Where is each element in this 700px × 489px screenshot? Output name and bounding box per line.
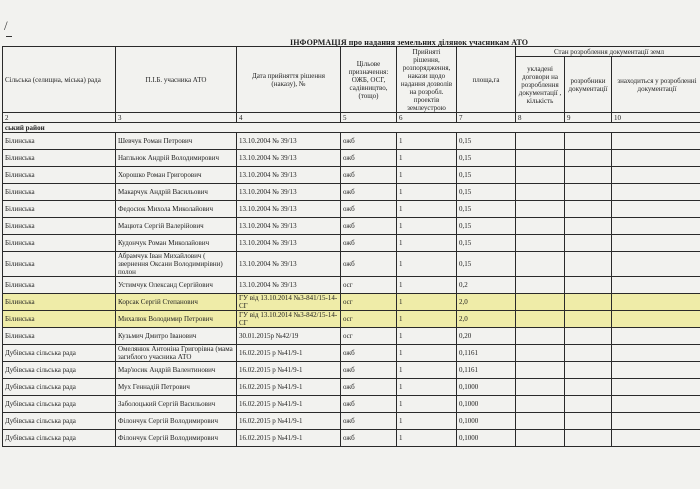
- purpose-cell: ожб: [341, 362, 397, 379]
- table-row: [3, 218, 700, 235]
- purpose-cell: осг: [341, 294, 397, 311]
- in-progress-cell: [612, 311, 700, 328]
- contracts-cell: [516, 362, 565, 379]
- participant-name-cell: Макарчук Андрій Васильович: [116, 184, 237, 201]
- decision-date-cell: 16.02.2015 р №41/9-1: [237, 430, 341, 447]
- section-row: [3, 123, 700, 133]
- participant-name-cell: Філончук Сергій Володимирович: [116, 430, 237, 447]
- decision-date-cell: 13.10.2004 № 39/13: [237, 235, 341, 252]
- participant-name-cell: Нагльнок Андрій Володимирович: [116, 150, 237, 167]
- area-cell: 0,1161: [457, 345, 516, 362]
- area-cell: 0,15: [457, 167, 516, 184]
- contracts-cell: [516, 430, 565, 447]
- column-number: 5: [341, 113, 397, 123]
- table-row: [3, 167, 700, 184]
- settlement-cell: Дубівська сільська рада: [3, 396, 116, 413]
- in-progress-cell: [612, 413, 700, 430]
- in-progress-cell: [612, 235, 700, 252]
- table-row: [3, 379, 700, 396]
- table-row: [3, 413, 700, 430]
- header-decisions: Прийняті рішення, розпорядження, накази щодо надання дозволів на розробл. проектів землеустрою: [397, 47, 457, 113]
- corner-mark: /: [4, 18, 8, 33]
- header-developers: розробники документації: [565, 57, 612, 113]
- developers-cell: [565, 252, 612, 277]
- settlement-cell: Білинська: [3, 133, 116, 150]
- developers-cell: [565, 133, 612, 150]
- table-row: [3, 201, 700, 218]
- in-progress-cell: [612, 362, 700, 379]
- in-progress-cell: [612, 294, 700, 311]
- area-cell: 0,15: [457, 133, 516, 150]
- settlement-cell: Білинська: [3, 311, 116, 328]
- settlement-cell: Білинська: [3, 201, 116, 218]
- developers-cell: [565, 218, 612, 235]
- contracts-cell: [516, 252, 565, 277]
- in-progress-cell: [612, 252, 700, 277]
- decision-count-cell: 1: [397, 345, 457, 362]
- table-row: [3, 345, 700, 362]
- decision-count-cell: 1: [397, 294, 457, 311]
- contracts-cell: [516, 235, 565, 252]
- header-in-progress: знаходиться у розробленні документації: [612, 57, 700, 113]
- settlement-cell: Дубівська сільська рада: [3, 413, 116, 430]
- contracts-cell: [516, 345, 565, 362]
- settlement-cell: Дубівська сільська рада: [3, 345, 116, 362]
- settlement-cell: Білинська: [3, 294, 116, 311]
- settlement-cell: Білинська: [3, 277, 116, 294]
- table-row: [3, 430, 700, 447]
- purpose-cell: ожб: [341, 133, 397, 150]
- header-name: П.І.Б. учасника АТО: [116, 47, 237, 113]
- purpose-cell: ожб: [341, 430, 397, 447]
- decision-count-cell: 1: [397, 167, 457, 184]
- settlement-cell: Білинська: [3, 328, 116, 345]
- participant-name-cell: Заболоцький Сергій Васильович: [116, 396, 237, 413]
- developers-cell: [565, 277, 612, 294]
- purpose-cell: ожб: [341, 252, 397, 277]
- participant-name-cell: Хорошко Роман Григорович: [116, 167, 237, 184]
- contracts-cell: [516, 328, 565, 345]
- purpose-cell: ожб: [341, 201, 397, 218]
- purpose-cell: ожб: [341, 379, 397, 396]
- area-cell: 0,15: [457, 218, 516, 235]
- decision-count-cell: 1: [397, 396, 457, 413]
- area-cell: 0,1000: [457, 396, 516, 413]
- participant-name-cell: Абрамчук Іван Михайлович ( звернення Оксани Володимирівни) полон: [116, 252, 237, 277]
- in-progress-cell: [612, 218, 700, 235]
- area-cell: 0,1161: [457, 362, 516, 379]
- area-cell: 0,20: [457, 328, 516, 345]
- decision-date-cell: 13.10.2004 № 39/13: [237, 150, 341, 167]
- participant-name-cell: Мацюта Сергій Валерійович: [116, 218, 237, 235]
- contracts-cell: [516, 201, 565, 218]
- decision-count-cell: 1: [397, 201, 457, 218]
- settlement-cell: Дубівська сільська рада: [3, 379, 116, 396]
- area-cell: 0,15: [457, 184, 516, 201]
- decision-count-cell: 1: [397, 184, 457, 201]
- column-number: 4: [237, 113, 341, 123]
- section-label: ський район: [3, 123, 700, 133]
- contracts-cell: [516, 150, 565, 167]
- purpose-cell: ожб: [341, 150, 397, 167]
- decision-date-cell: 16.02.2015 р №41/9-1: [237, 362, 341, 379]
- decision-date-cell: 13.10.2004 № 39/13: [237, 167, 341, 184]
- contracts-cell: [516, 218, 565, 235]
- contracts-cell: [516, 413, 565, 430]
- header-contracts: укладені договори на розроблення документації , кількість: [516, 57, 565, 113]
- developers-cell: [565, 201, 612, 218]
- column-numbers-row: [3, 113, 700, 123]
- in-progress-cell: [612, 184, 700, 201]
- in-progress-cell: [612, 167, 700, 184]
- in-progress-cell: [612, 430, 700, 447]
- participant-name-cell: Шевчук Роман Петрович: [116, 133, 237, 150]
- participant-name-cell: Омелянюк Антоніна Григорівна (мама загиблого учасника АТО: [116, 345, 237, 362]
- area-cell: 2,0: [457, 294, 516, 311]
- table-row: [3, 294, 700, 311]
- table-row: [3, 235, 700, 252]
- decision-date-cell: 13.10.2004 № 39/13: [237, 252, 341, 277]
- decision-count-cell: 1: [397, 218, 457, 235]
- column-number: 9: [565, 113, 612, 123]
- developers-cell: [565, 430, 612, 447]
- in-progress-cell: [612, 345, 700, 362]
- participant-name-cell: Мар'юсик Андрій Валентинович: [116, 362, 237, 379]
- contracts-cell: [516, 396, 565, 413]
- decision-date-cell: 16.02.2015 р №41/9-1: [237, 379, 341, 396]
- in-progress-cell: [612, 150, 700, 167]
- developers-cell: [565, 184, 612, 201]
- developers-cell: [565, 362, 612, 379]
- column-number: 8: [516, 113, 565, 123]
- area-cell: 0,1000: [457, 413, 516, 430]
- decision-count-cell: 1: [397, 413, 457, 430]
- in-progress-cell: [612, 328, 700, 345]
- header-purpose: Цільове призначення: ОЖБ, ОСГ, садівництво, (тощо): [341, 47, 397, 113]
- developers-cell: [565, 235, 612, 252]
- participant-name-cell: Кудончук Роман Миколайович: [116, 235, 237, 252]
- purpose-cell: осг: [341, 311, 397, 328]
- developers-cell: [565, 379, 612, 396]
- developers-cell: [565, 294, 612, 311]
- purpose-cell: ожб: [341, 167, 397, 184]
- participant-name-cell: Кузьмич Дмитро Іванович: [116, 328, 237, 345]
- settlement-cell: Білинська: [3, 150, 116, 167]
- table-row: [3, 252, 700, 277]
- in-progress-cell: [612, 133, 700, 150]
- table-row: [3, 311, 700, 328]
- participant-name-cell: Філончук Сергій Володимирович: [116, 413, 237, 430]
- developers-cell: [565, 345, 612, 362]
- decision-count-cell: 1: [397, 133, 457, 150]
- area-cell: 0,1000: [457, 430, 516, 447]
- developers-cell: [565, 311, 612, 328]
- area-cell: 0,15: [457, 201, 516, 218]
- decision-count-cell: 1: [397, 328, 457, 345]
- decision-count-cell: 1: [397, 311, 457, 328]
- table-row: [3, 133, 700, 150]
- land-allocation-table: [2, 46, 700, 447]
- in-progress-cell: [612, 277, 700, 294]
- header-area: площа,га: [457, 47, 516, 113]
- header-decision-date: Дата прийняття рішення (наказу), №: [237, 47, 341, 113]
- table-row: [3, 277, 700, 294]
- contracts-cell: [516, 294, 565, 311]
- contracts-cell: [516, 167, 565, 184]
- participant-name-cell: Мух Геннадій Петрович: [116, 379, 237, 396]
- settlement-cell: Білинська: [3, 184, 116, 201]
- decision-date-cell: 13.10.2004 № 39/13: [237, 277, 341, 294]
- decision-date-cell: 30.01.2015р №42/19: [237, 328, 341, 345]
- column-number: 2: [3, 113, 116, 123]
- contracts-cell: [516, 277, 565, 294]
- header-status-group: Стан розроблення документації земл: [516, 47, 700, 57]
- contracts-cell: [516, 311, 565, 328]
- purpose-cell: ожб: [341, 345, 397, 362]
- developers-cell: [565, 167, 612, 184]
- area-cell: 0,15: [457, 235, 516, 252]
- in-progress-cell: [612, 379, 700, 396]
- settlement-cell: Дубівська сільська рада: [3, 430, 116, 447]
- purpose-cell: ожб: [341, 235, 397, 252]
- contracts-cell: [516, 379, 565, 396]
- settlement-cell: Білинська: [3, 235, 116, 252]
- decision-count-cell: 1: [397, 379, 457, 396]
- purpose-cell: ожб: [341, 184, 397, 201]
- decision-count-cell: 1: [397, 150, 457, 167]
- document-title: ІНФОРМАЦІЯ про надання земельних ділянок учасникам АТО: [290, 38, 529, 47]
- purpose-cell: осг: [341, 277, 397, 294]
- table-row: [3, 362, 700, 379]
- decision-count-cell: 1: [397, 430, 457, 447]
- decision-date-cell: ГУ від 13.10.2014 №3-841/15-14-СГ: [237, 294, 341, 311]
- decision-count-cell: 1: [397, 277, 457, 294]
- purpose-cell: ожб: [341, 413, 397, 430]
- in-progress-cell: [612, 201, 700, 218]
- settlement-cell: Дубівська сільська рада: [3, 362, 116, 379]
- developers-cell: [565, 150, 612, 167]
- purpose-cell: ожб: [341, 218, 397, 235]
- decision-date-cell: 13.10.2004 № 39/13: [237, 201, 341, 218]
- settlement-cell: Білинська: [3, 218, 116, 235]
- participant-name-cell: Корсак Сергій Степанович: [116, 294, 237, 311]
- table-row: [3, 150, 700, 167]
- column-number: 7: [457, 113, 516, 123]
- header-settlement: Сільська (селищна, міська) рада: [3, 47, 116, 113]
- area-cell: 0,2: [457, 277, 516, 294]
- area-cell: 0,15: [457, 150, 516, 167]
- column-number: 10: [612, 113, 700, 123]
- area-cell: 0,15: [457, 252, 516, 277]
- contracts-cell: [516, 133, 565, 150]
- decision-date-cell: 16.02.2015 р №41/9-1: [237, 396, 341, 413]
- decision-date-cell: ГУ від 13.10.2014 №3-842/15-14-СГ: [237, 311, 341, 328]
- decision-date-cell: 16.02.2015 р №41/9-1: [237, 413, 341, 430]
- table-row: [3, 184, 700, 201]
- table-row: [3, 396, 700, 413]
- purpose-cell: ожб: [341, 396, 397, 413]
- participant-name-cell: Михалюк Володимир Петрович: [116, 311, 237, 328]
- decision-count-cell: 1: [397, 235, 457, 252]
- decision-date-cell: 16.02.2015 р №41/9-1: [237, 345, 341, 362]
- decision-date-cell: 13.10.2004 № 39/13: [237, 218, 341, 235]
- table-row: [3, 328, 700, 345]
- area-cell: 2,0: [457, 311, 516, 328]
- column-number: 6: [397, 113, 457, 123]
- decision-date-cell: 13.10.2004 № 39/13: [237, 133, 341, 150]
- purpose-cell: осг: [341, 328, 397, 345]
- in-progress-cell: [612, 396, 700, 413]
- decision-count-cell: 1: [397, 252, 457, 277]
- settlement-cell: Білинська: [3, 167, 116, 184]
- column-number: 3: [116, 113, 237, 123]
- settlement-cell: Білинська: [3, 252, 116, 277]
- developers-cell: [565, 396, 612, 413]
- contracts-cell: [516, 184, 565, 201]
- area-cell: 0,1000: [457, 379, 516, 396]
- participant-name-cell: Федосюк Михола Миколайович: [116, 201, 237, 218]
- developers-cell: [565, 328, 612, 345]
- developers-cell: [565, 413, 612, 430]
- decision-date-cell: 13.10.2004 № 39/13: [237, 184, 341, 201]
- decision-count-cell: 1: [397, 362, 457, 379]
- participant-name-cell: Устимчук Олександ Сергійович: [116, 277, 237, 294]
- corner-dash: [6, 36, 12, 37]
